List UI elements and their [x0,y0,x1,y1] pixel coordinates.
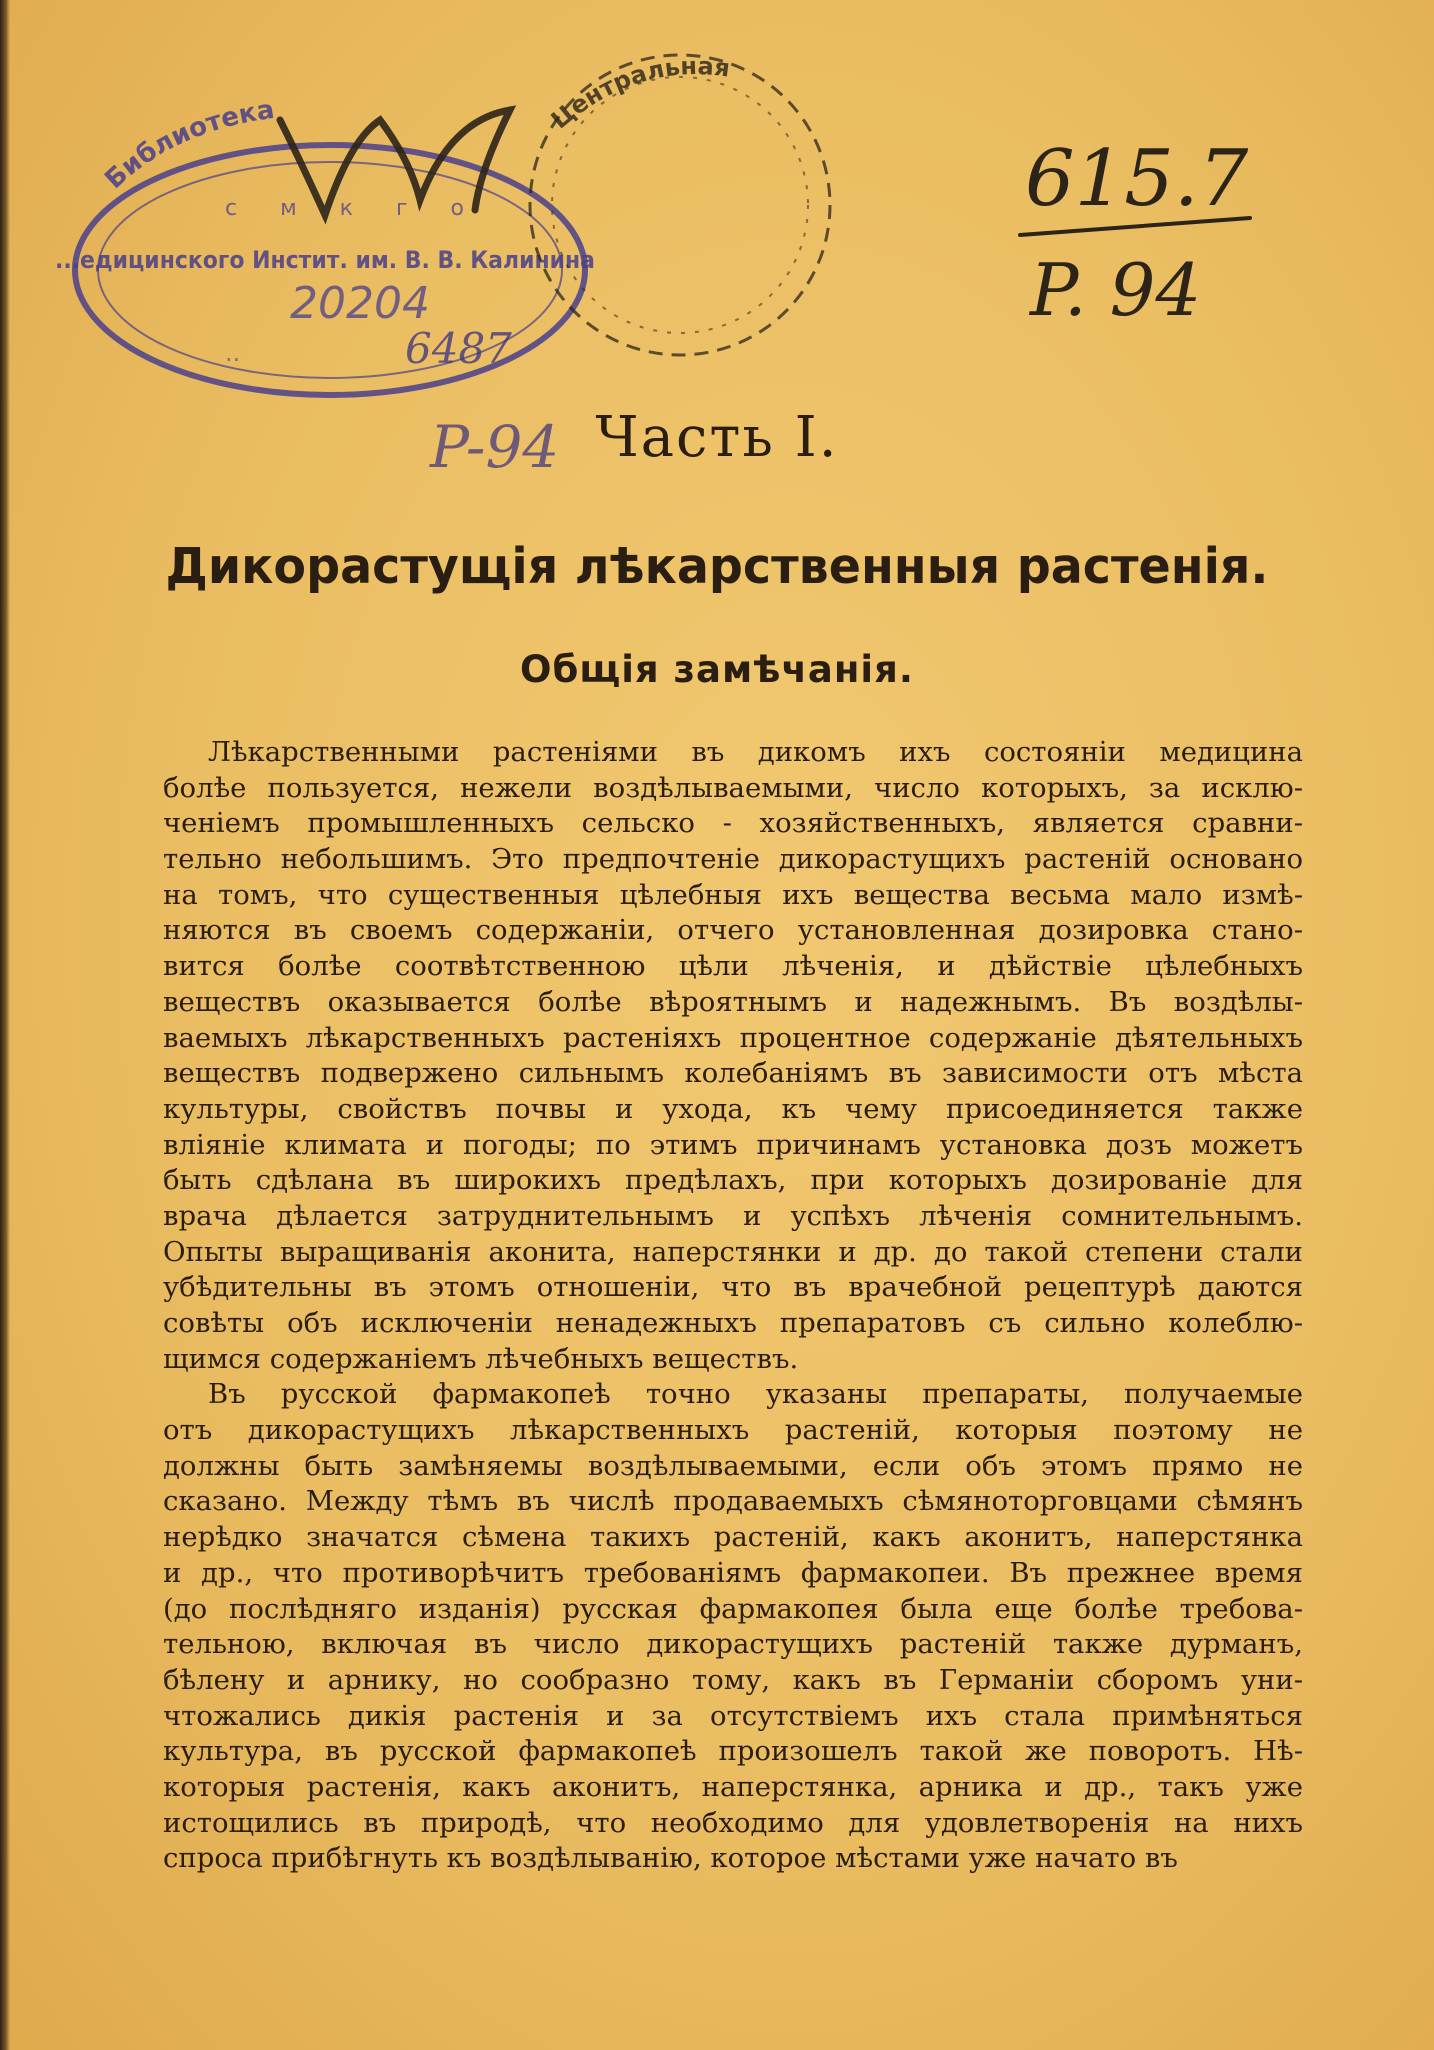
stamp-oval-bottom-marks: ·· [225,346,241,374]
text-line: на томъ, что существенныя цѣлебныя ихъ вещества весьма мало измѣ- [163,878,1303,911]
text-line: ваемыхъ лѣкарственныхъ растеніяхъ процентное содержаніе дѣятельныхъ [163,1021,1303,1054]
part-title: Часть I. [595,405,839,470]
stamp-oval-number: 20204 [290,278,430,329]
stamp-oval-institute: ...едицинского Инстит. им. В. В. Калинина [55,246,595,274]
handwritten-stamp-note [405,315,525,385]
text-line: тельно небольшимъ. Это предпочтеніе дикорастущихъ растеній основано [163,843,1303,876]
text-line: вліяніе климата и погоды; по этимъ причинамъ установка дозъ можетъ [163,1128,1303,1161]
handwritten-checkmark [270,80,590,280]
text-line: чтожались дикія растенія и за отсутствіемъ ихъ стала примѣняться [163,1699,1303,1732]
text-line: болѣе пользуется, нежели воздѣлываемыми, число которыхъ, за исклю- [163,771,1303,804]
stamp-note-text: 6487 [405,324,512,373]
text-line: вится болѣе соотвѣтственною цѣли лѣченія, и дѣйствіе цѣлебныхъ [163,950,1303,983]
shelf-mark-bottom: P. 94 [1030,248,1202,332]
text-line: щимся содержаніемъ лѣчебныхъ веществъ. [163,1342,799,1375]
text-line: культуры, свойствъ почвы и ухода, къ чему присоединяется также [163,1092,1303,1125]
text-line: должны быть замѣняемы воздѣлываемыми, если объ этомъ прямо не [163,1449,1303,1482]
text-line: истощились въ природѣ, что необходимо для удовлетворенія на нихъ [163,1806,1303,1839]
binding-edge [0,0,10,2050]
text-line: нерѣдко значатся сѣмена такихъ растеній, какъ аконитъ, наперстянка [163,1521,1303,1554]
shelf-mark-top: 615.7 [1025,134,1249,224]
text-line: ченіемъ промышленныхъ сельско - хозяйственныхъ, является сравни- [163,807,1303,840]
text-line: спроса прибѣгнуть къ воздѣлыванію, которое мѣстами уже начато въ [163,1842,1178,1875]
stamp-round-arc-text: Центральная [545,51,732,135]
text-line: (до послѣдняго изданія) русская фармакопея была еще болѣе требова- [163,1592,1303,1625]
text-line: Лѣкарственными растеніями въ дикомъ ихъ состояніи медицина [208,736,1303,768]
text-line: совѣты объ исключеніи ненадежныхъ препаратовъ съ сильно колеблю- [163,1307,1303,1339]
chapter-title: Дикорастущія лѣкарственныя растенія. [165,538,1269,595]
text-line: культура, въ русской фармакопеѣ произошелъ такой же поворотъ. Нѣ- [163,1735,1303,1768]
text-line: врача дѣлается затруднительнымъ и успѣхъ лѣченія сомнительнымъ. [163,1199,1303,1232]
svg-text:Библиотека [99,95,276,195]
left-note-text: P-94 [430,413,560,481]
text-line: Въ русской фармакопеѣ точно указаны препараты, получаемые [208,1378,1303,1411]
text-line: которыя растенія, какъ аконитъ, наперстянка, арника и др., такъ уже [163,1770,1303,1803]
shelf-mark [1010,110,1310,350]
stamp-oval-letters: с м к г о [225,196,482,221]
stamp-oval-arc-text: Библиотека [99,94,277,195]
text-line: няются въ своемъ содержаніи, отчего установленная дозировка стано- [163,914,1303,947]
text-line: и др., что противорѣчитъ требованіямъ фармакопеи. Въ прежнее время [163,1556,1303,1589]
text-line: веществъ оказывается болѣе вѣроятнымъ и надежнымъ. Въ воздѣлы- [163,985,1303,1018]
text-line: бѣлену и арнику, но сообразно тому, какъ въ Германіи сборомъ уни- [163,1663,1303,1696]
text-line: быть сдѣлана въ широкихъ предѣлахъ, при которыхъ дозированіе для [163,1164,1303,1197]
text-line: тельною, включая въ число дикорастущихъ растеній также дурманъ, [163,1628,1303,1661]
text-line: веществъ подвержено сильнымъ колебаніямъ въ зависимости отъ мѣста [163,1057,1303,1090]
text-line: отъ дикорастущихъ лѣкарственныхъ растеній, которыя поэтому не [163,1414,1303,1447]
body-text [163,735,1303,1877]
text-line: Опыты выращиванія аконита, наперстянки и др. до такой степени стали [163,1235,1303,1268]
section-title: Общія замѣчанія. [520,648,914,691]
text-line: убѣдительны въ этомъ отношеніи, что въ врачебной рецептурѣ даются [163,1271,1303,1304]
text-line: сказано. Между тѣмъ въ числѣ продаваемыхъ сѣмяноторговцами сѣмянъ [163,1485,1303,1518]
